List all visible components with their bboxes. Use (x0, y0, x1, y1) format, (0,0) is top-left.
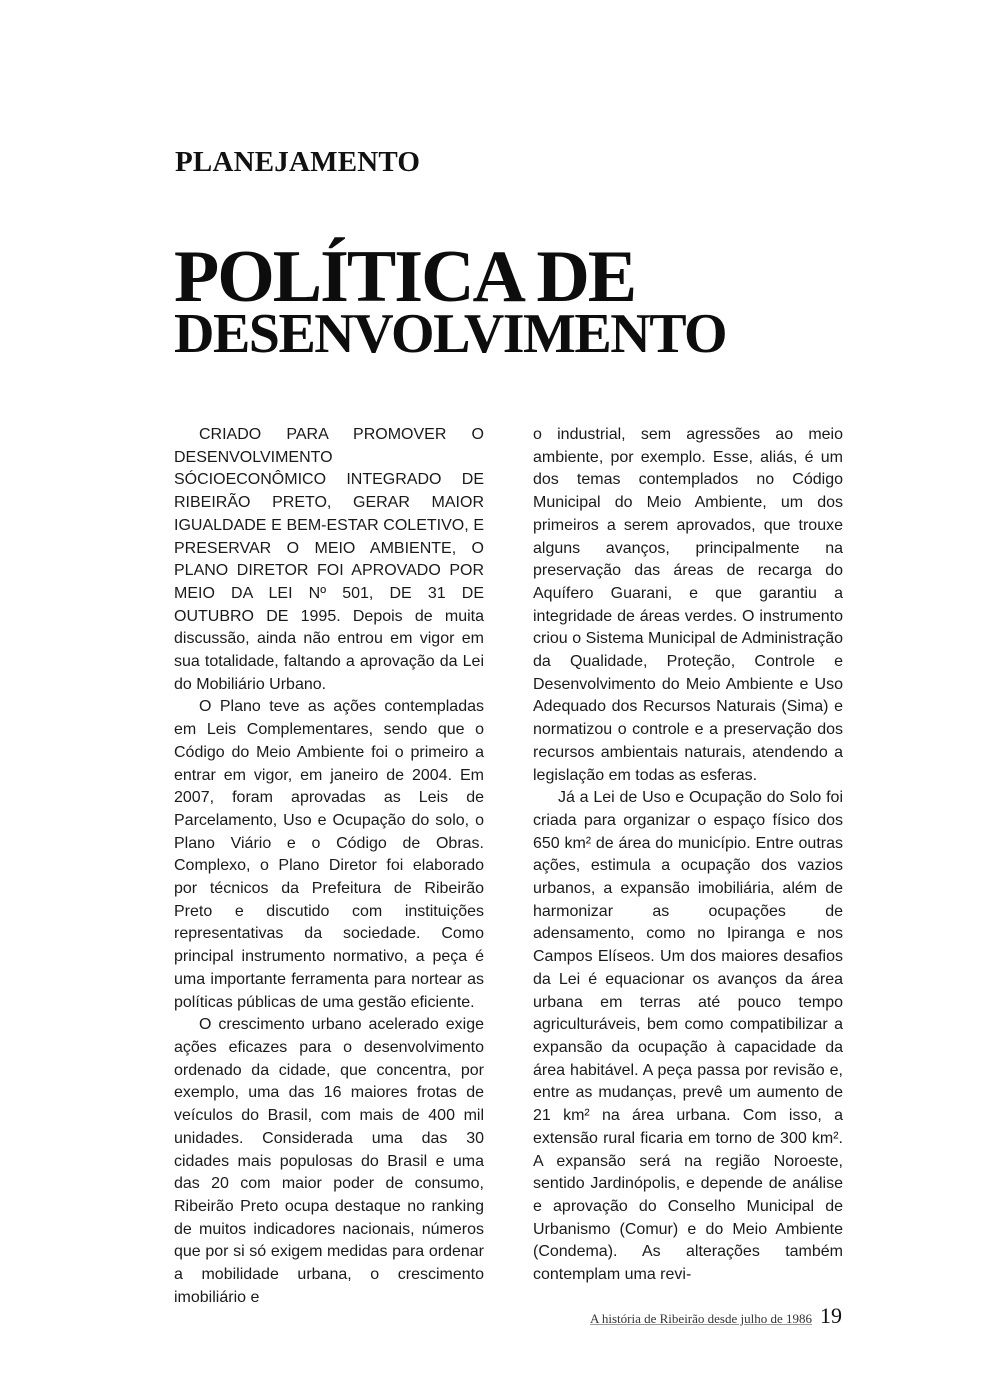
page-title (174, 236, 727, 365)
footer-book-title: A história de Ribeirão desde julho de 1986 (589, 1311, 812, 1326)
page-number: 19 (820, 1303, 842, 1328)
paragraph: Já a Lei de Uso e Ocupação do Solo foi criada para organizar o espaço físico dos 650 km² de área do município. Entre outras ações, estimula a ocupação dos vazios urbanos, a expansão imobiliária, além de harmonizar as ocupações de adensamento, como no Ipiranga e nos Campos Elíseos. Um dos maiores desafios da Lei é equacionar os avanços da área urbana em terras até pouco tempo agriculturáveis, bem como compatibilizar a expansão da ocupação à capacidade da área habitável. A peça passa por revisão e, entre as mudanças, prevê um aumento de 21 km² na área urbana. Com isso, a extensão rural ficaria em torno de 300 km². A expansão será na região Noroeste, sentido Jardinópolis, e depende de análise e aprovação do Conselho Municipal de Urbanismo (Comur) e do Meio Ambiente (Condema). As alterações também contemplam uma revi- (533, 789, 843, 1284)
left-column (174, 424, 484, 1309)
page-footer (590, 1303, 842, 1329)
paragraph: CRIADO PARA PROMOVER O DESENVOLVIMENTO SÓCIOECONÔMICO INTEGRADO DE RIBEIRÃO PRETO, GERAR MAIOR IGUALDADE E BEM-ESTAR COLETIVO, E PRESERVAR O MEIO AMBIENTE, O PLANO DIRETOR FOI APROVADO POR MEIO DA LEI Nº 501, DE 31 DE OUTUBRO DE 1995. Depois de muita discussão, ainda não entrou em vigor em sua totalidade, faltando a aprovação da Lei do Mobiliário Urbano. (174, 426, 484, 693)
paragraph: O Plano teve as ações contempladas em Leis Complementares, sendo que o Código do Meio Ambiente foi o primeiro a entrar em vigor, em janeiro de 2004. Em 2007, foram aprovadas as Leis de Parcelamento, Uso e Ocupação do solo, o Plano Viário e o Código de Obras. Complexo, o Plano Diretor foi elaborado por técnicos da Prefeitura de Ribeirão Preto e discutido com instituições representativas da sociedade. Como principal instrumento normativo, a peça é uma importante ferramenta para nortear as políticas públicas de uma gestão eficiente. (174, 698, 484, 1011)
right-column (533, 424, 843, 1287)
title-line-2: DESENVOLVIMENTO (174, 303, 727, 365)
paragraph: o industrial, sem agressões ao meio ambiente, por exemplo. Esse, aliás, é um dos temas contemplados no Código Municipal do Meio Ambiente, um dos primeiros a serem aprovados, que trouxe alguns avanços, principalmente na preservação das áreas de recarga do Aquífero Guarani, e que garantiu a integridade de áreas verdes. O instrumento criou o Sistema Municipal de Administração da Qualidade, Proteção, Controle e Desenvolvimento do Meio Ambiente e Uso Adequado dos Recursos Naturais (Sima) e normatizou o controle e a preservação dos recursos ambientais naturais, atendendo a legislação em todas as esferas. (533, 426, 843, 784)
title-line-1: POLÍTICA DE (174, 236, 636, 318)
paragraph: O crescimento urbano acelerado exige ações eficazes para o desenvolvimento ordenado da cidade, que concentra, por exemplo, uma das 16 maiores frotas de veículos do Brasil, com mais de 400 mil unidades. Considerada uma das 30 cidades mais populosas do Brasil e uma das 20 com maior poder de consumo, Ribeirão Preto ocupa destaque no ranking de muitos indicadores nacionais, números que por si só exigem medidas para ordenar a mobilidade urbana, o crescimento imobiliário e (174, 1016, 484, 1306)
section-label: PLANEJAMENTO (175, 146, 421, 178)
